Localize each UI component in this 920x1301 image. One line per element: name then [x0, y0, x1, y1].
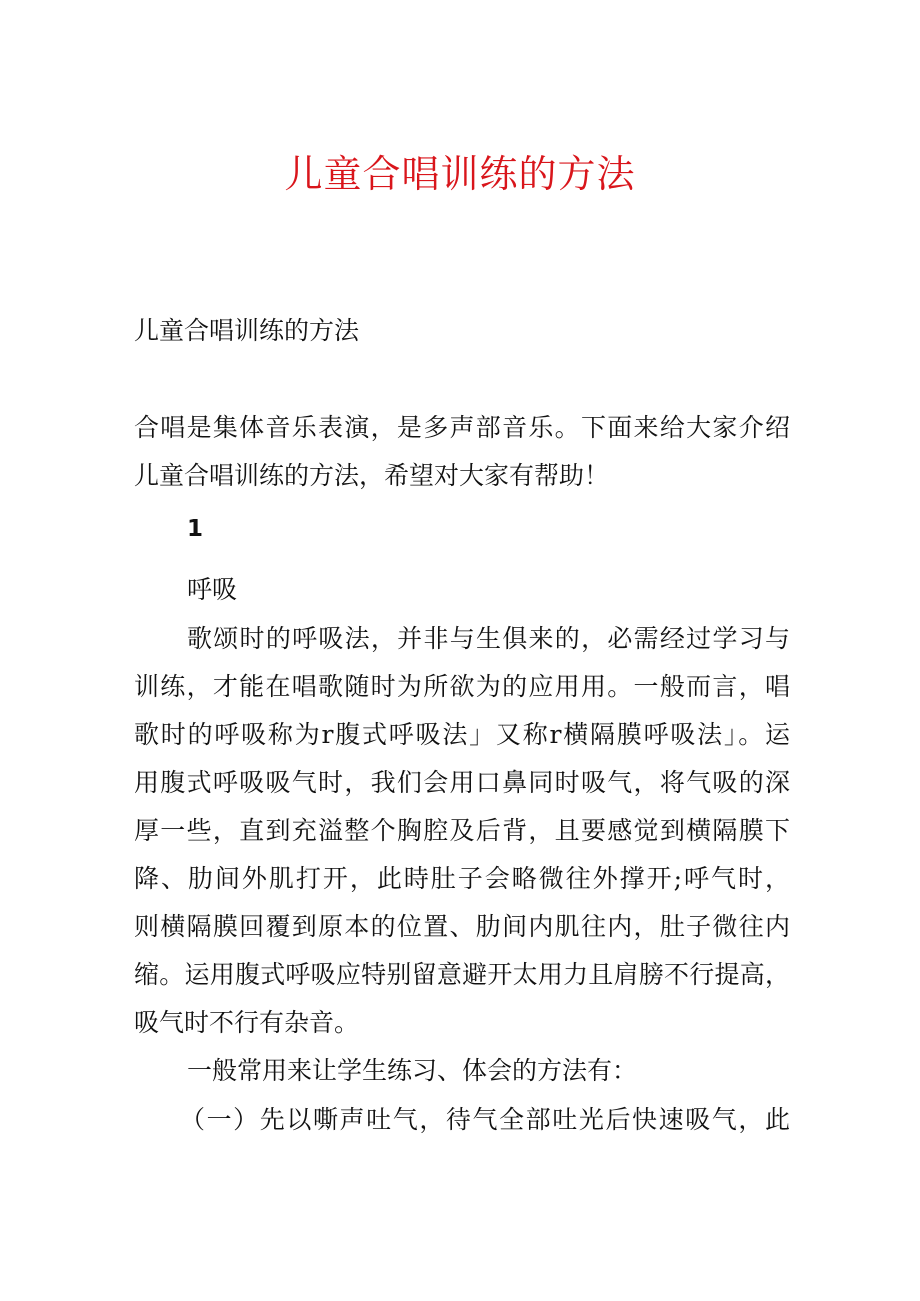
section-heading: 呼吸	[187, 575, 238, 604]
method-item-1: （一）先以嘶声吐气，待气全部吐光后快速吸气，此	[180, 1105, 790, 1134]
body-line-3: 歌时的呼吸称为r腹式呼吸法」又称r横隔膜呼吸法」。运	[134, 720, 790, 749]
section-number: 1	[187, 516, 204, 542]
intro-line-1: 合唱是集体音乐表演，是多声部音乐。下面来给大家介绍	[134, 413, 790, 442]
body-line-9: 吸气时不行有杂音。	[134, 1008, 360, 1037]
body-line-7: 则横隔膜回覆到原本的位置、肋间内肌往内，肚子微往内	[134, 912, 790, 941]
body-line-1: 歌颂时的呼吸法，并非与生俱来的，必需经过学习与	[187, 624, 790, 653]
article-subtitle: 儿童合唱训练的方法	[134, 316, 360, 345]
body-line-4: 用腹式呼吸吸气时，我们会用口鼻同时吸气，将气吸的深	[134, 768, 790, 797]
methods-intro: 一般常用来让学生练习、体会的方法有：	[187, 1056, 638, 1085]
intro-line-2: 儿童合唱训练的方法，希望对大家有帮助！	[134, 461, 610, 490]
body-line-5: 厚一些，直到充溢整个胸腔及后背，且要感觉到横隔膜下	[134, 816, 790, 845]
body-line-2: 训练，才能在唱歌随时为所欲为的应用用。一般而言，唱	[134, 672, 790, 701]
document-title: 儿童合唱训练的方法	[284, 152, 636, 196]
body-line-8: 缩。运用腹式呼吸应特别留意避开太用力且肩膀不行提高，	[134, 960, 790, 989]
body-line-6: 降、肋间外肌打开，此時肚子会略微往外撑开;呼气时，	[134, 864, 790, 893]
